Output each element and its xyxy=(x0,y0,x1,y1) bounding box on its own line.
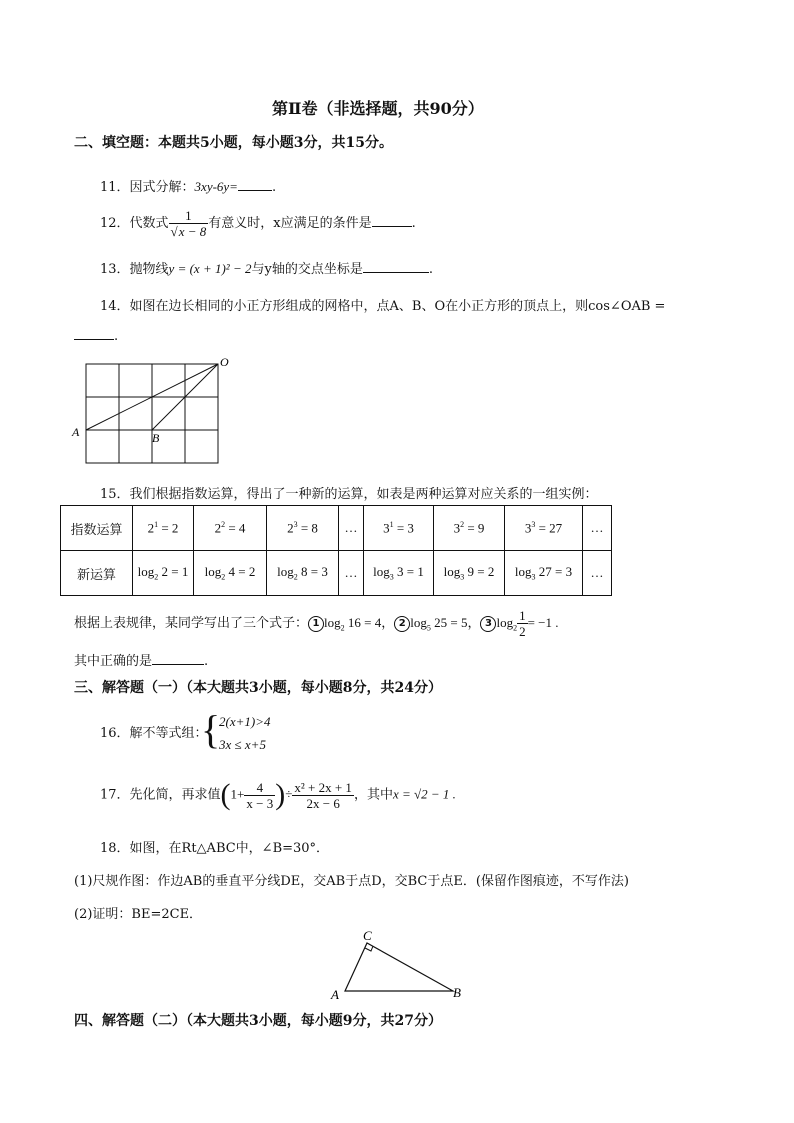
table-header-cell: 指数运算 xyxy=(61,506,133,551)
question-15-formulas: 根据上表规律，某同学写出了三个式子： 1 $\log_2 16 = 4$， 2 $\log_5 25 = 5$， 3 $\log_2$ $\frac{1}{2}$ = −1 . xyxy=(74,608,559,639)
table-cell: … xyxy=(339,551,364,596)
inequality-system xyxy=(201,707,221,752)
answer-blank-15[interactable] xyxy=(152,652,204,665)
inequality-1: 2(x+1)>4 xyxy=(219,714,271,729)
circled-number-2: 2 xyxy=(394,616,410,632)
page-title: 第Ⅱ卷（非选择题，共90分） xyxy=(272,99,484,118)
question-17: 17．先化简，再求值(1+ $\frac{4}{x - 3}$ )÷ $\frac{\text{x² + 2x + 1}}{2x - 6}$ ，其中x = √2 − 1 . xyxy=(100,778,456,811)
question-18-part2: (2)证明：BE=2CE． xyxy=(74,907,203,922)
table-cell: $\log_2 4 = 2$ xyxy=(194,551,267,596)
table-cell: $3^3 = 27$ xyxy=(505,506,583,551)
operation-table xyxy=(60,505,612,596)
question-14-answer: . xyxy=(74,327,118,344)
table-row xyxy=(61,506,612,551)
fraction: $\frac{1}{2}$ xyxy=(519,608,526,639)
question-15-answer: 其中正确的是 . xyxy=(74,654,209,669)
table-cell: $\log_3 3 = 1$ xyxy=(364,551,434,596)
grid-figure xyxy=(70,352,230,467)
triangle-figure xyxy=(325,925,475,1005)
section-solve-2: 四、解答题（二）（本大题共3小题，每小题9分，共27分） xyxy=(74,1013,442,1029)
label-C: C xyxy=(363,928,372,943)
inequality-2: 3x ≤ x+5 xyxy=(219,737,266,752)
table-row xyxy=(61,551,612,596)
label-A: A xyxy=(331,987,339,1002)
table-cell: $2^1 = 2$ xyxy=(133,506,194,551)
triangle-ABC xyxy=(345,943,453,991)
table-cell: $2^2 = 4$ xyxy=(194,506,267,551)
table-cell: $\log_3 9 = 2$ xyxy=(434,551,505,596)
label-B: B xyxy=(453,985,461,1000)
fraction: $\frac{4}{x - 3}$ xyxy=(246,779,274,811)
table-header-cell: 新运算 xyxy=(61,551,133,596)
section-solve-1: 三、解答题（一）（本大题共3小题，每小题8分，共24分） xyxy=(74,680,442,696)
question-18-part1: (1)尺规作图：作边AB的垂直平分线DE，交AB于点D，交BC于点E．(保留作图痕迹，不写作法) xyxy=(74,874,630,889)
table-cell: $\log_3 27 = 3$ xyxy=(505,551,583,596)
answer-blank-13[interactable] xyxy=(363,260,429,273)
section-fill-in: 二、填空题：本题共5小题，每小题3分，共15分。 xyxy=(74,135,393,151)
question-11: 11．因式分解：3xy-6y= . xyxy=(100,179,277,195)
question-14: 14．如图在边长相同的小正方形组成的网格中，点A、B、O在小正方形的顶点上，则cos∠OAB = xyxy=(100,299,666,314)
right-angle-mark xyxy=(365,946,373,951)
circled-number-1: 1 xyxy=(308,616,324,632)
question-16: 16．解不等式组： xyxy=(100,726,208,741)
circled-number-3: 3 xyxy=(480,616,496,632)
fraction: $\frac{\text{x² + 2x + 1}}{2x - 6}$ xyxy=(294,779,352,811)
brace: { xyxy=(201,707,221,752)
answer-blank-14[interactable] xyxy=(74,327,114,340)
table-cell: $2^3 = 8$ xyxy=(267,506,339,551)
fraction: $\frac{1}{√x - 8}$ xyxy=(170,208,207,239)
label-O: O xyxy=(220,355,229,369)
answer-blank-11[interactable] xyxy=(238,178,272,191)
table-cell: … xyxy=(583,506,612,551)
label-A: A xyxy=(72,425,80,439)
table-cell: $3^1 = 3$ xyxy=(364,506,434,551)
label-B: B xyxy=(152,431,160,445)
question-12: 12．代数式 $\frac{1}{√x - 8}$ 有意义时，x应满足的条件是 . xyxy=(100,208,416,239)
table-cell: $\log_2 8 = 3$ xyxy=(267,551,339,596)
table-cell: … xyxy=(339,506,364,551)
question-13: 13．抛物线y = (x + 1)² − 2与y轴的交点坐标是 . xyxy=(100,261,433,277)
table-cell: $\log_2 2 = 1$ xyxy=(133,551,194,596)
answer-blank-12[interactable] xyxy=(372,214,412,227)
question-15: 15．我们根据指数运算，得出了一种新的运算，如表是两种运算对应关系的一组实例： xyxy=(100,487,598,502)
table-cell: … xyxy=(583,551,612,596)
table-cell: $3^2 = 9$ xyxy=(434,506,505,551)
question-18: 18．如图，在Rt△ABC中，∠B=30°． xyxy=(100,841,330,856)
